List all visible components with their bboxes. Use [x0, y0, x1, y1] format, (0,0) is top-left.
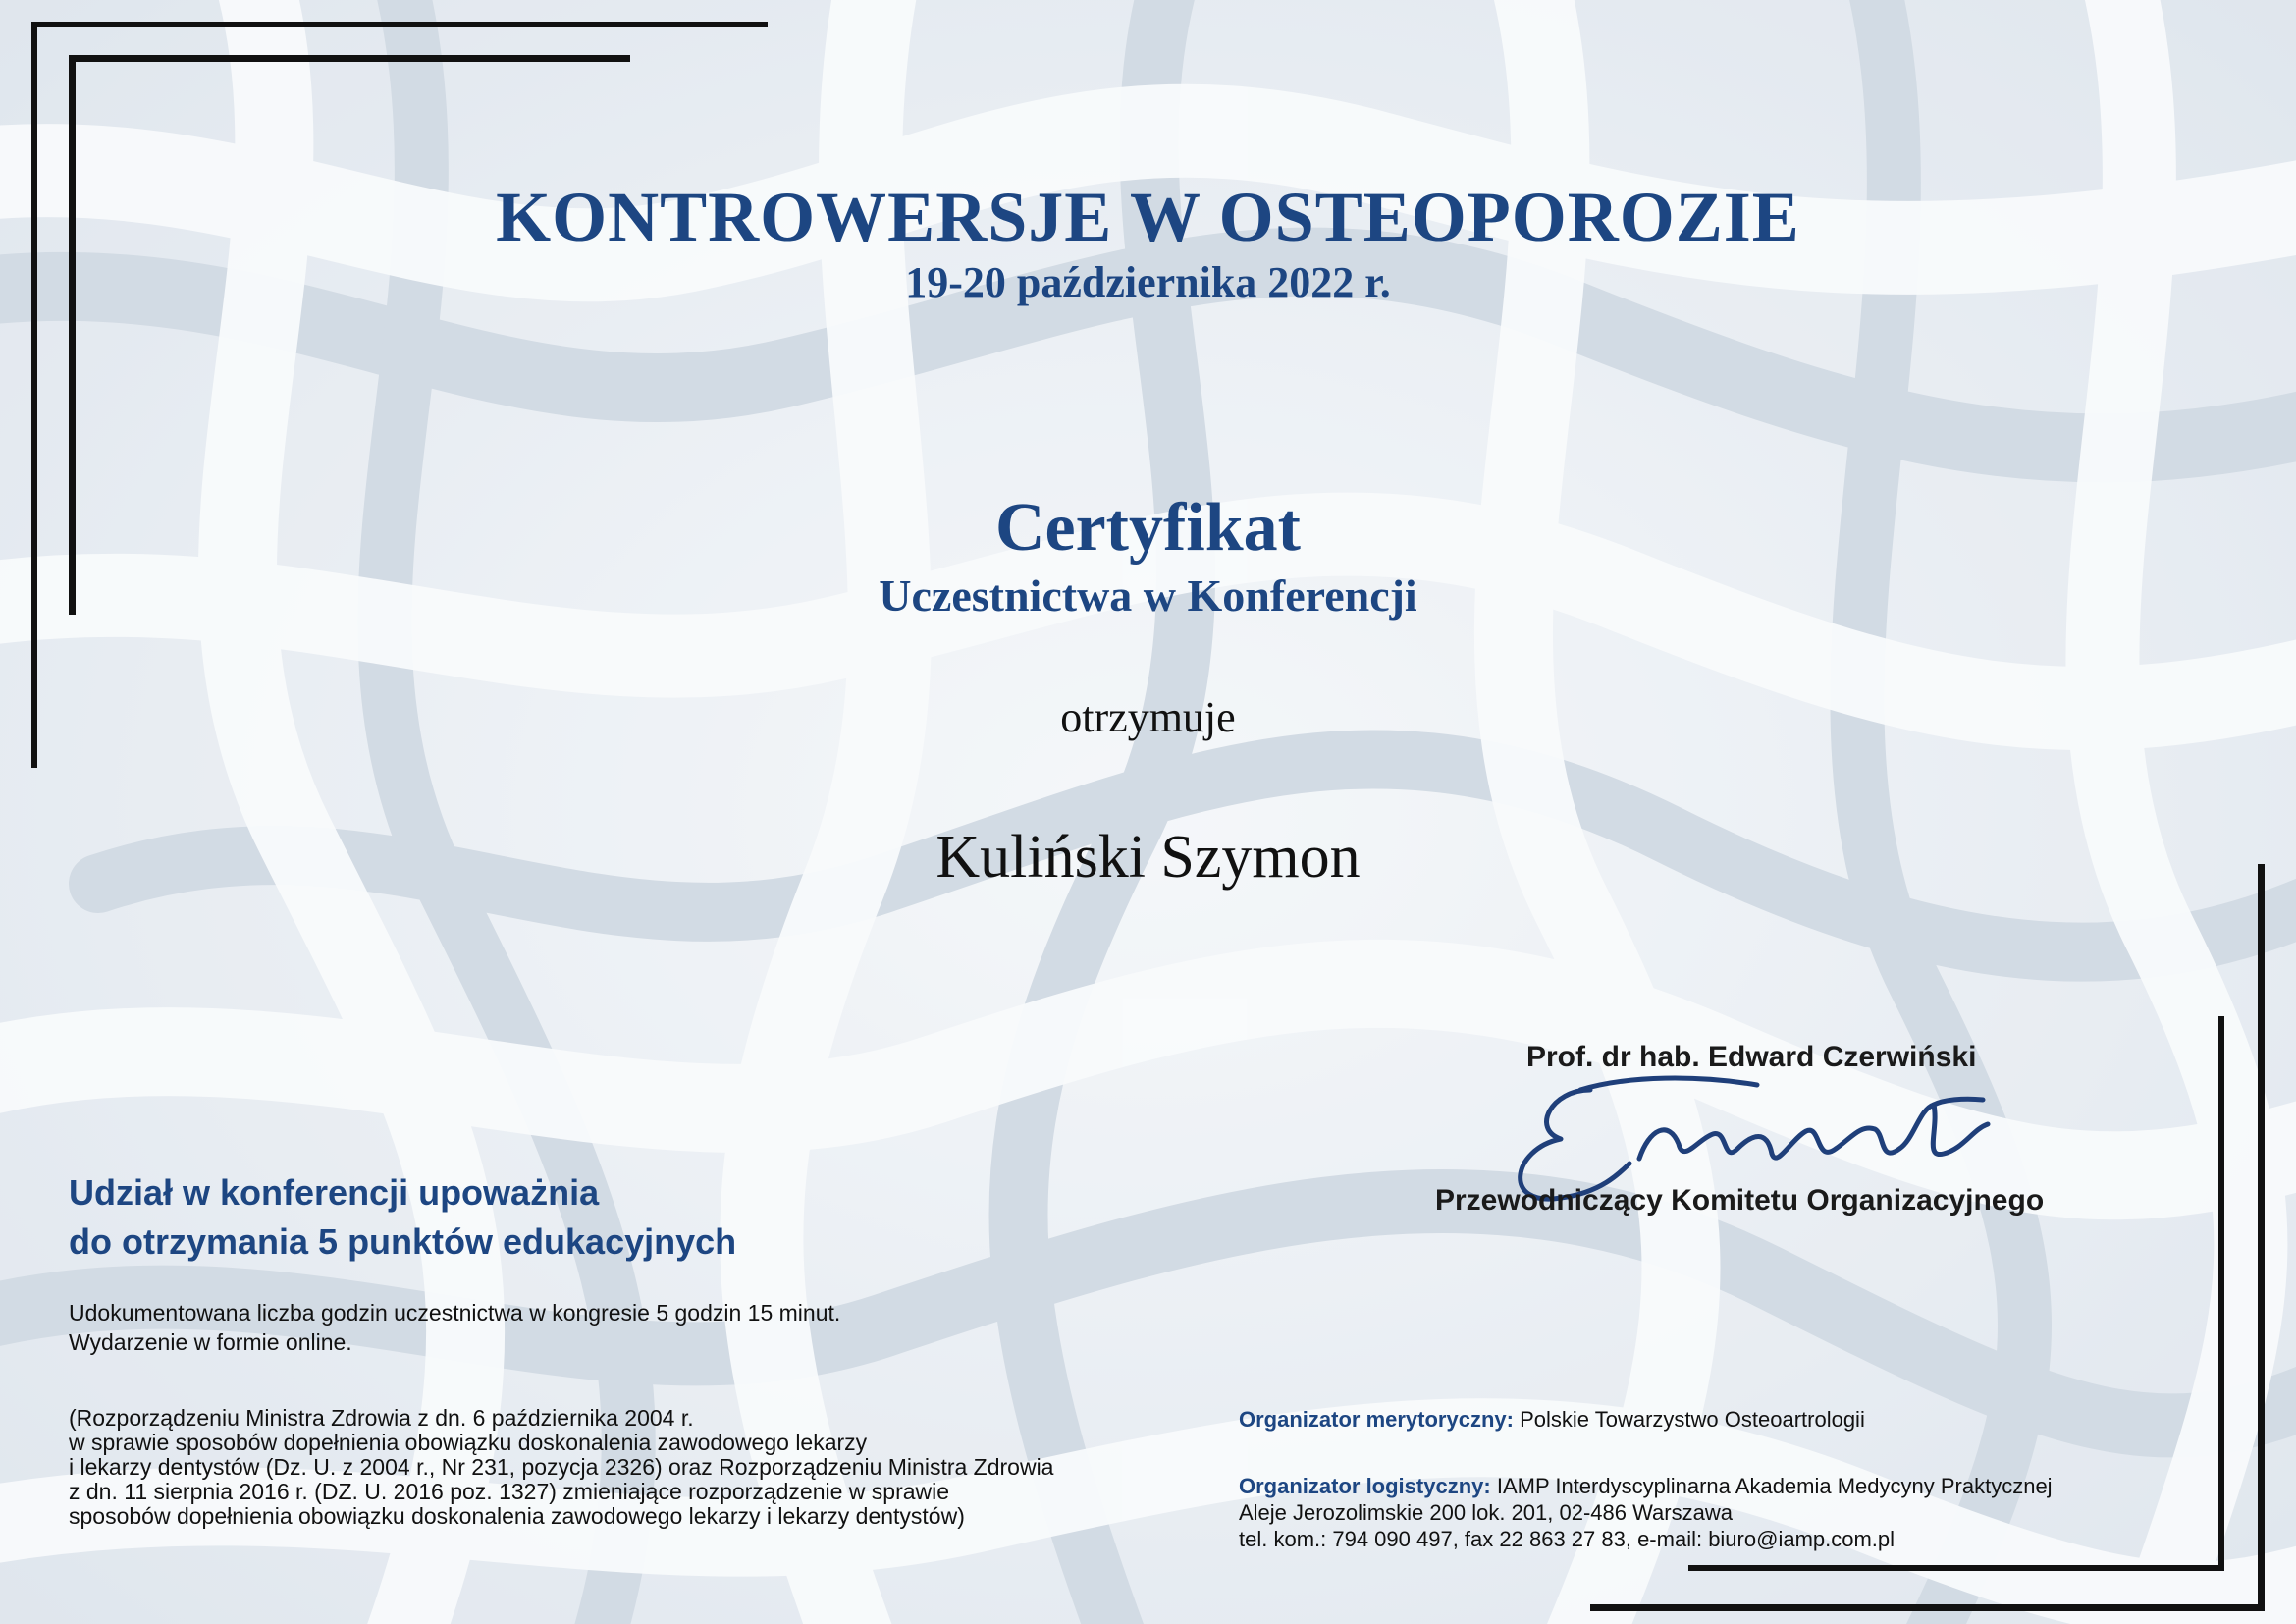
corner-line-top-left-horizontal — [69, 55, 630, 62]
hours-line-1: Udokumentowana liczba godzin uczestnictwa w kongresie 5 godzin 15 minut. — [69, 1300, 841, 1326]
conference-title: KONTROWERSJE W OSTEOPOROZIE — [496, 178, 1800, 256]
regulation-line: (Rozporządzeniu Ministra Zdrowia z dn. 6 października 2004 r. — [69, 1405, 694, 1431]
logistics-organizer-label: Organizator logistyczny: — [1239, 1474, 1491, 1498]
participation-hours — [69, 1298, 840, 1357]
regulation-line: z dn. 11 sierpnia 2016 r. (DZ. U. 2016 poz. 1327) zmieniające rozporządzenie w sprawie — [69, 1479, 950, 1504]
recipient-name: Kuliński Szymon — [935, 824, 1361, 891]
corner-line-bottom-right-vertical — [2258, 864, 2265, 1610]
points-line-1: Udział w konferencji upoważnia — [69, 1172, 600, 1213]
certificate-title: Certyfikat — [994, 490, 1301, 566]
regulation-note — [69, 1406, 1053, 1529]
conference-date: 19-20 października 2022 r. — [905, 258, 1391, 306]
corner-line-bottom-right-inner-horizontal — [1688, 1565, 2224, 1571]
corner-line-top-left-outer-vertical — [31, 22, 37, 768]
content-organizer-label: Organizator merytoryczny: — [1239, 1407, 1514, 1432]
organizer-address: Aleje Jerozolimskie 200 lok. 201, 02-486 Warszawa — [1239, 1500, 1733, 1525]
logistics-organizer-value: IAMP Interdyscyplinarna Akademia Medycyny Praktycznej — [1496, 1474, 2053, 1498]
corner-line-bottom-right-inner-vertical — [2218, 1016, 2224, 1571]
regulation-line: w sprawie sposobów dopełnienia obowiązku doskonalenia zawodowego lekarzy — [69, 1430, 868, 1455]
hours-line-2: Wydarzenie w formie online. — [69, 1329, 352, 1355]
corner-line-top-left-outer-horizontal — [31, 22, 768, 27]
corner-line-bottom-right-horizontal — [1590, 1604, 2265, 1611]
signatory-name: Prof. dr hab. Edward Czerwiński — [1526, 1041, 1977, 1073]
logistics-organizer — [1239, 1473, 2053, 1552]
certificate-subtitle: Uczestnictwa w Konferencji — [879, 570, 1417, 621]
regulation-line: i lekarzy dentystów (Dz. U. z 2004 r., Nr 231, pozycja 2326) oraz Rozporządzeniu Ministra Zdrowia — [69, 1454, 1054, 1480]
content-organizer — [1239, 1406, 1865, 1433]
education-points-statement — [69, 1168, 736, 1267]
points-line-2: do otrzymania 5 punktów edukacyjnych — [69, 1221, 737, 1262]
receives-label: otrzymuje — [1060, 693, 1236, 741]
signatory-role: Przewodniczący Komitetu Organizacyjnego — [1435, 1184, 2045, 1217]
content-organizer-value: Polskie Towarzystwo Osteoartrologii — [1520, 1407, 1865, 1432]
organizer-contact: tel. kom.: 794 090 497, fax 22 863 27 83, e-mail: biuro@iamp.com.pl — [1239, 1527, 1896, 1551]
regulation-line: sposobów dopełnienia obowiązku doskonalenia zawodowego lekarzy i lekarzy dentystów) — [69, 1503, 965, 1529]
